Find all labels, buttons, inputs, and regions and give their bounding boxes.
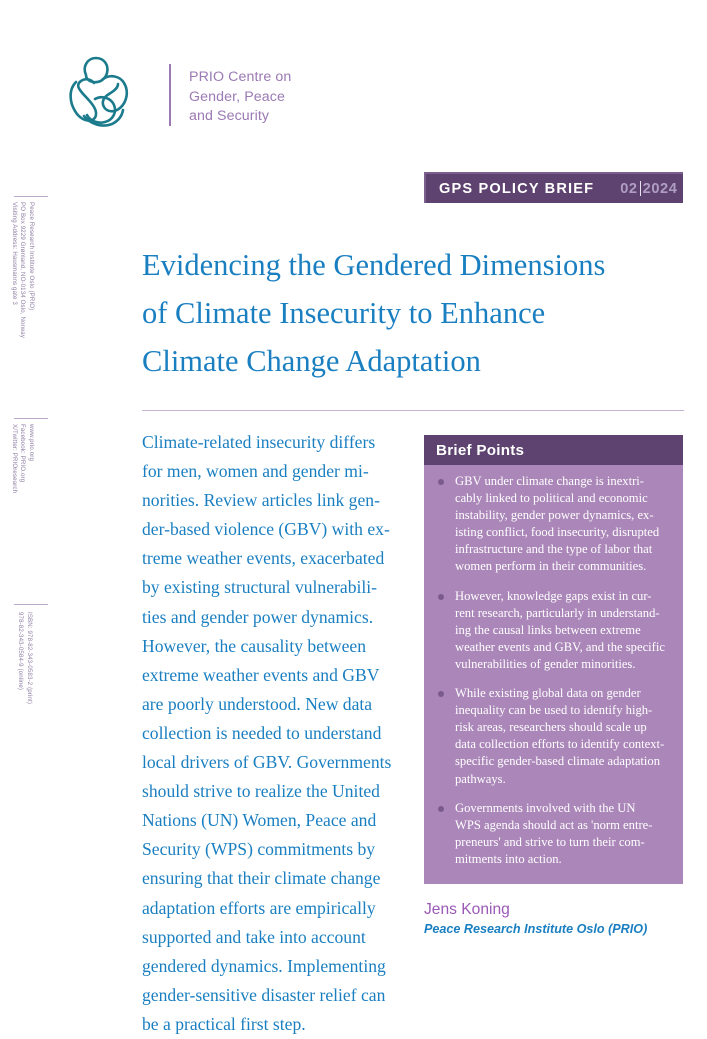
policy-brief-banner	[424, 172, 683, 203]
banner-issue-separator	[640, 181, 641, 196]
brief-point-line: ing the causal links between extreme	[455, 622, 641, 637]
sidebar-isbn-block	[16, 612, 33, 704]
sidebar-isbn-online: 978-82-343-0584-9 (online)	[17, 612, 25, 691]
abstract-line: collection is needed to understand	[142, 722, 382, 743]
sidebar-twitter-line[interactable]: X/Twitter: PRIOresearch	[10, 424, 18, 494]
brief-point-line: vulnerabilities of gender minorities.	[455, 656, 636, 671]
abstract-line: Nations (UN) Women, Peace and	[142, 810, 377, 831]
page-title-line-1: Evidencing the Gendered Dimensions	[142, 248, 606, 283]
abstract-line: ties and gender power dynamics.	[142, 606, 374, 627]
brief-point-line: While existing global data on gender	[455, 686, 641, 701]
abstract-line: local drivers of GBV. Governments	[142, 752, 392, 773]
abstract-line: treme weather events, exacerbated	[142, 548, 385, 569]
abstract-line: supported and take into account	[142, 926, 366, 947]
sidebar-address-line-3: Visiting Address: Hausmanns gate 3	[10, 202, 18, 305]
bullet-icon	[438, 479, 444, 485]
brief-point-line: data collection efforts to identify context-	[455, 737, 665, 752]
abstract-line: Climate-related insecurity differs	[142, 432, 376, 452]
prio-abstract-mark-icon	[66, 54, 138, 132]
abstract-line: ensuring that their climate change	[142, 868, 381, 889]
banner-title: GPS POLICY BRIEF	[439, 180, 595, 197]
author-name: Jens Koning	[424, 901, 510, 918]
logo-divider	[169, 64, 171, 126]
sidebar-facebook-line[interactable]: Facebook: PRIO.org	[19, 424, 27, 483]
content-divider-rule	[142, 410, 684, 411]
brief-point-line: weather events and GBV, and the specific	[455, 639, 665, 654]
brief-point-line: Governments involved with the UN	[455, 800, 636, 815]
brief-point-line: mitments into action.	[455, 851, 562, 866]
abstract-line: are poorly understood. New data	[142, 693, 373, 714]
brief-point-line: preneurs' and strive to turn their com-	[455, 834, 645, 849]
sidebar-address-line-1: Peace Research Institute Oslo (PRIO)	[28, 202, 35, 311]
page-title	[142, 241, 687, 385]
logo-line-3: and Security	[189, 108, 270, 125]
brief-point-line: However, knowledge gaps exist in cur-	[455, 588, 652, 603]
abstract-line: adaptation efforts are empirically	[142, 897, 376, 918]
abstract-line: gender-sensitive disaster relief can	[142, 984, 386, 1005]
brief-point-line: cably linked to political and economic	[455, 491, 648, 506]
brief-point-line: pathways.	[455, 771, 506, 786]
banner-issue-number: 02	[620, 180, 638, 197]
logo-line-1: PRIO Centre on	[189, 69, 292, 85]
sidebar-website-line[interactable]: www.prio.org	[28, 424, 35, 462]
sidebar-address-block	[9, 202, 35, 338]
abstract-line: extreme weather events and GBV	[142, 664, 380, 685]
brief-point-line: isting conflict, food insecurity, disrupted	[455, 525, 660, 540]
bullet-icon	[438, 691, 444, 697]
sidebar-isbn-print: ISBN: 978-82-343-0583-2 (print)	[26, 612, 33, 705]
brief-point-line: instability, gender power dynamics, ex-	[455, 508, 654, 523]
banner-issue	[620, 181, 677, 197]
bullet-icon	[438, 806, 444, 812]
brief-points-box	[424, 435, 683, 884]
banner-issue-year: 2024	[642, 180, 678, 197]
brief-point-item	[434, 588, 673, 673]
bullet-icon	[438, 594, 444, 600]
brief-points-header	[424, 435, 683, 465]
logo-line-2: Gender, Peace	[189, 88, 285, 105]
brief-point-line: WPS agenda should act as 'norm entre-	[455, 817, 653, 832]
abstract-line: for men, women and gender mi-	[142, 461, 369, 482]
brief-point-item	[434, 473, 673, 576]
sidebar-web-block	[9, 424, 35, 493]
sidebar-divider-top	[14, 196, 48, 197]
prio-logo	[66, 54, 366, 146]
brief-point-line: GBV under climate change is inextri-	[455, 474, 644, 488]
brief-points-heading: Brief Points	[436, 441, 525, 459]
logo-wordmark	[189, 68, 291, 127]
brief-point-item	[434, 800, 673, 868]
sidebar-divider-middle	[14, 418, 48, 419]
abstract-line: should strive to realize the United	[142, 781, 380, 802]
brief-point-line: inequality can be used to identify high-	[455, 703, 653, 718]
abstract-line: by existing structural vulnerabili-	[142, 577, 378, 598]
abstract-body-text	[142, 428, 414, 1039]
abstract-line: norities. Review articles link gen-	[142, 490, 380, 511]
page-title-line-2: of Climate Insecurity to Enhance	[142, 296, 546, 331]
sidebar-divider-bottom	[14, 604, 48, 605]
brief-point-line: rent research, particularly in understand-	[455, 605, 660, 620]
brief-point-line: specific gender-based climate adaptation	[455, 754, 660, 769]
brief-points-list	[424, 465, 683, 884]
page-title-line-3: Climate Change Adaptation	[142, 344, 481, 379]
brief-point-line: women perform in their communities.	[455, 559, 647, 574]
brief-point-line: infrastructure and the type of labor that	[455, 542, 653, 557]
abstract-line: be a practical first step.	[142, 1013, 306, 1034]
author-block	[424, 900, 704, 938]
abstract-line: However, the causality between	[142, 635, 367, 656]
left-sidebar-imprint	[0, 0, 62, 1000]
sidebar-address-line-2: PO Box 9229 Grønland, NO-0134 Oslo, Norway	[19, 202, 27, 339]
abstract-line: gendered dynamics. Implementing	[142, 955, 386, 976]
abstract-line: der-based violence (GBV) with ex-	[142, 519, 390, 540]
author-affiliation: Peace Research Institute Oslo (PRIO)	[424, 922, 648, 936]
brief-point-item	[434, 685, 673, 788]
abstract-line: Security (WPS) commitments by	[142, 839, 376, 860]
brief-point-line: risk areas, researchers should scale up	[455, 720, 647, 735]
